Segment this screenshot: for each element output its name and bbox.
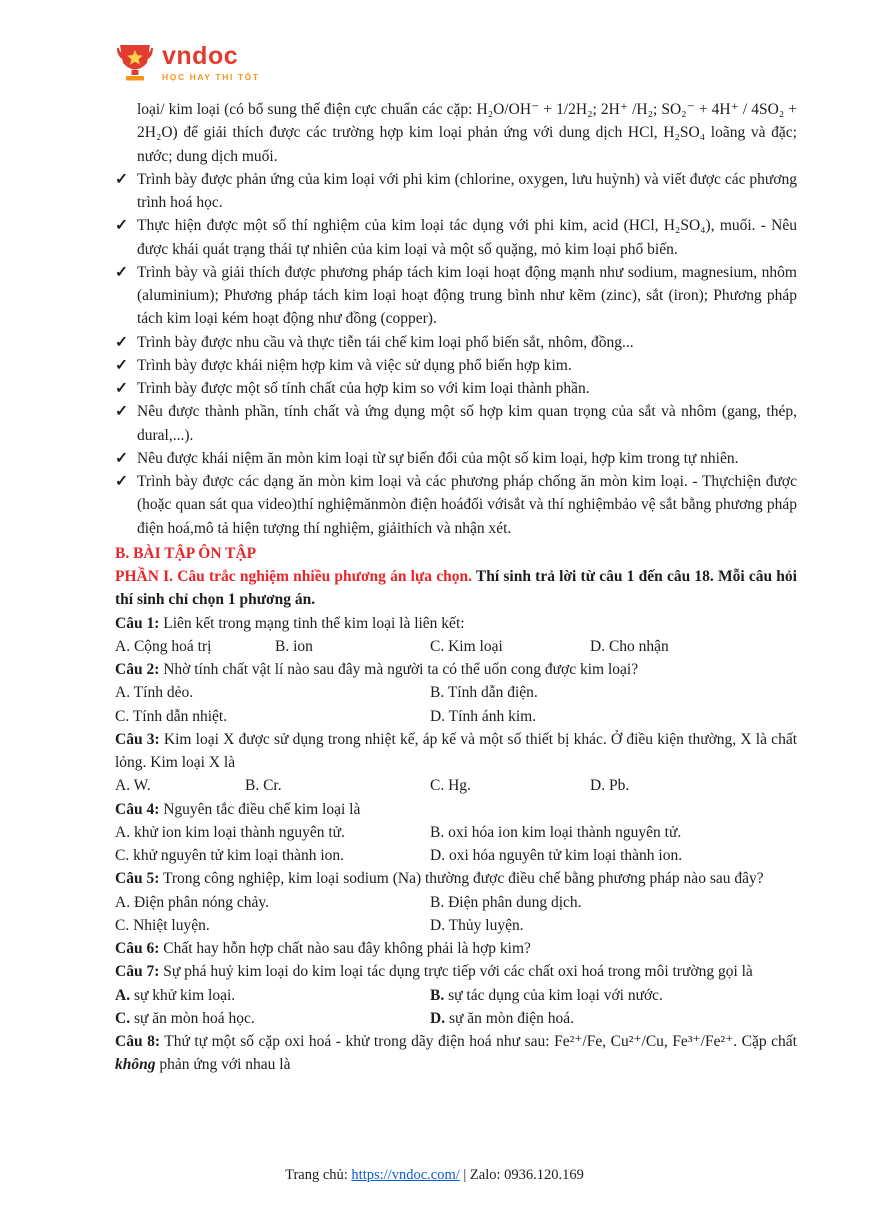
option-text: oxi hóa nguyên tử kim loại thành ion. [445, 847, 683, 864]
option-text: Hg. [444, 777, 471, 795]
bullet-text: Trình bày và giải thích được phương pháp tách kim loại hoạt động mạnh như sodium, magnesium, nhôm (aluminium); Phương pháp tách kim loại hoạt động trung bình như kẽm (zinc), sắt (iron); Phương pháp tách kim loại kém hoạt động như đồng (copper). [137, 263, 797, 328]
answer-option [430, 681, 797, 704]
option-text: oxi hóa ion kim loại thành nguyên tử. [444, 823, 682, 841]
vndoc-logo [115, 40, 797, 88]
answer-option [115, 914, 430, 937]
option-letter: B. [430, 684, 445, 702]
checkmark-icon: ✓ [115, 380, 128, 397]
question [115, 728, 797, 775]
option-text: Thủy luyện. [445, 916, 524, 934]
question [115, 612, 797, 635]
bullet-text: Nêu được thành phần, tính chất và ứng dụng một số hợp kim quan trọng của sắt và nhôm (gang, thép, dural,...). [137, 403, 797, 444]
bullet-item [115, 400, 797, 447]
option-text: sự tác dụng của kim loại với nước. [444, 986, 663, 1004]
option-text: Nhiệt luyện. [129, 916, 210, 934]
option-letter: A. [115, 637, 131, 655]
question-text: Kim loại X được sử dụng trong nhiệt kế, áp kế và một số thiết bị khác. Ở điều kiện thường, X là chất lỏng. Kim loại X là [115, 730, 797, 771]
bullet-text: Thực hiện được một số thí nghiệm của kim loại tác dụng với phi kim, acid (HCl, H₂SO₄), muối. - Nêu được khái quát trạng thái tự nhiên của kim loại và một số quặng, mỏ kim loại phổ biến. [137, 217, 797, 258]
answer-option [115, 821, 430, 844]
checkmark-icon: ✓ [115, 449, 128, 467]
option-text: sự ăn mòn điện hoá. [445, 1009, 575, 1027]
phan-i-black-text: Thí sinh trả lời từ câu 1 đến câu 18. Mỗi câu hỏi thí sinh chỉ chọn 1 phương án. [115, 568, 797, 609]
answer-option [115, 705, 430, 728]
option-text: sự ăn mòn hoá học. [130, 1009, 255, 1027]
options-row [115, 635, 797, 658]
option-text: khử ion kim loại thành nguyên tử. [130, 823, 345, 841]
question [115, 798, 797, 821]
page-footer [0, 1165, 869, 1187]
question [115, 937, 797, 960]
option-letter: D. [590, 637, 606, 655]
option-letter: D. [430, 847, 446, 864]
answer-option [430, 705, 797, 728]
checkmark-icon: ✓ [115, 356, 128, 374]
answer-option [430, 914, 797, 937]
answer-option [430, 844, 797, 867]
bullet-item [115, 447, 797, 470]
option-letter: C. [430, 637, 445, 655]
checkmark-icon: ✓ [115, 263, 128, 281]
question-text: Chất hay hỗn hợp chất nào sau đây không phải là hợp kim? [159, 940, 531, 957]
answer-option [275, 635, 430, 658]
option-letter: A. [115, 684, 131, 702]
options-row [115, 681, 797, 728]
question-label: Câu 6: [115, 940, 160, 957]
question [115, 1030, 797, 1077]
option-letter: A. [115, 823, 131, 841]
options-row [115, 891, 797, 938]
footer-home-link[interactable]: https://vndoc.com/ [351, 1167, 460, 1184]
option-letter: C. [115, 1009, 131, 1027]
question [115, 867, 797, 890]
question-text: Nhờ tính chất vật lí nào sau đây mà người ta có thể uốn cong được kim loại? [159, 661, 639, 678]
bullet-text: Trình bày được khái niệm hợp kim và việc sử dụng phổ biến hợp kim. [137, 356, 572, 374]
phan-i-red-text: PHẦN I. Câu trắc nghiệm nhiều phương án lựa chọn. [115, 568, 472, 585]
brand-text: vndoc [162, 42, 239, 71]
bullet-item [115, 377, 797, 400]
option-letter: C. [115, 916, 130, 934]
option-text: W. [130, 777, 151, 795]
answer-option [430, 1007, 797, 1030]
bullet-text: Nêu được khái niệm ăn mòn kim loại từ sự biến đổi của một số kim loại, hợp kim trong tự nhiên. [137, 449, 739, 467]
answer-option [245, 774, 430, 797]
answer-option [430, 984, 797, 1007]
trophy-star-icon [115, 43, 155, 85]
option-letter: D. [430, 707, 446, 725]
option-letter: B. [430, 893, 445, 911]
bullet-text: Trình bày được các dạng ăn mòn kim loại và các phương pháp chống ăn mòn kim loại. - Thựchiện được (hoặc quan sát qua video)thí nghiệmănmòn điện hoáđối vớisắt và thí nghiệmbảo vệ sắt bằng phương pháp điện hoá,mô tả hiện tượng thí nghiệm, giảithích và nhận xét. [137, 473, 797, 537]
bullet-item [115, 261, 797, 331]
option-text: Pb. [605, 777, 630, 795]
option-text: Cr. [259, 777, 282, 795]
bullet-text: Trình bày được phản ứng của kim loại với phi kim (chlorine, oxygen, lưu huỳnh) và viết được các phương trình hoá học. [137, 170, 797, 211]
question-label: Câu 4: [115, 800, 160, 818]
section-b-header: B. BÀI TẬP ÔN TẬP [115, 544, 257, 562]
answer-option [430, 635, 590, 658]
question-list [115, 612, 797, 1077]
option-letter: C. [115, 847, 130, 864]
bullet-item [115, 214, 797, 261]
bullet-item [115, 354, 797, 377]
bullet-item [115, 470, 797, 540]
options-row [115, 774, 797, 797]
answer-option [115, 1007, 430, 1030]
question-label: Câu 5: [115, 870, 160, 888]
question-text: Nguyên tắc điều chế kim loại là [159, 800, 361, 818]
answer-option [430, 891, 797, 914]
answer-option [115, 681, 430, 704]
question-text: Liên kết trong mạng tinh thể kim loại là liên kết: [159, 614, 465, 632]
checkmark-icon: ✓ [115, 333, 128, 351]
question-label: Câu 7: [115, 963, 160, 981]
question-label: Câu 1: [115, 614, 160, 632]
intro-paragraph: loại/ kim loại (có bổ sung thế điện cực chuẩn các cặp: H₂O/OH⁻ + 1/2H₂; 2H⁺ /H₂; SO₂⁻ + 4H⁺ / 4SO₂ + 2H₂O) để giải thích được các trường hợp kim loại phản ứng với dung dịch HCl, H₂SO₄ loãng và đặc; nước; dung dịch muối. [137, 101, 797, 165]
bullet-list [115, 168, 797, 540]
option-letter: A. [115, 986, 131, 1004]
answer-option [115, 635, 275, 658]
option-letter: C. [115, 707, 130, 725]
option-text: Điện phân dung dịch. [444, 893, 582, 911]
brand-tagline: HỌC HAY THI TỐT [162, 72, 260, 83]
option-text: Cộng hoá trị [130, 637, 212, 655]
bullet-item [115, 331, 797, 354]
option-letter: A. [115, 893, 131, 911]
option-text: Cho nhận [605, 637, 669, 655]
bullet-text: Trình bày được nhu cầu và thực tiễn tái chế kim loại phổ biến sắt, nhôm, đồng... [137, 333, 634, 351]
option-letter: B. [430, 986, 445, 1004]
answer-option [115, 891, 430, 914]
question [115, 960, 797, 983]
footer-suffix: | Zalo: 0936.120.169 [459, 1167, 584, 1184]
checkmark-icon: ✓ [115, 170, 128, 188]
question-label: Câu 2: [115, 661, 160, 678]
option-text: Tính ánh kim. [445, 707, 537, 725]
answer-option [590, 635, 797, 658]
question-text: không [115, 1056, 156, 1074]
option-text: Điện phân nóng chảy. [130, 893, 269, 911]
question-text: phản ứng với nhau là [155, 1056, 291, 1074]
question-label: Câu 8: [115, 1033, 160, 1050]
option-letter: D. [430, 1009, 446, 1027]
option-text: Tính dẫn điện. [444, 684, 538, 702]
question-label: Câu 3: [115, 730, 160, 748]
question-text: Trong công nghiệp, kim loại sodium (Na) thường được điều chế bằng phương pháp nào sau đây? [159, 870, 764, 888]
answer-option [115, 984, 430, 1007]
option-text: Tính dẫn nhiệt. [129, 707, 228, 725]
brand-block [162, 44, 260, 84]
question-text: Sự phá huỷ kim loại do kim loại tác dụng trực tiếp với các chất oxi hoá trong môi trường gọi là [159, 963, 753, 981]
option-letter: B. [245, 777, 260, 795]
option-letter: A. [115, 777, 131, 795]
answer-option [430, 821, 797, 844]
checkmark-icon: ✓ [115, 217, 128, 235]
option-text: khử nguyên tử kim loại thành ion. [129, 847, 345, 864]
option-text: sự khử kim loại. [130, 986, 236, 1004]
options-row [115, 984, 797, 1031]
option-letter: B. [275, 637, 290, 655]
option-letter: D. [590, 777, 606, 795]
checkmark-icon: ✓ [115, 473, 128, 490]
bullet-text: Trình bày được một số tính chất của hợp kim so với kim loại thành phần. [137, 380, 590, 397]
option-letter: D. [430, 916, 446, 934]
answer-option [590, 774, 797, 797]
option-letter: C. [430, 777, 445, 795]
option-text: Kim loại [444, 637, 503, 655]
question-text: Thứ tự một số cặp oxi hoá - khử trong dãy điện hoá như sau: Fe²⁺/Fe, Cu²⁺/Cu, Fe³⁺/Fe²⁺. Cặp chất [160, 1033, 797, 1050]
answer-option [115, 844, 430, 867]
option-text: Tính dẻo. [130, 684, 194, 702]
checkmark-icon: ✓ [115, 403, 128, 421]
option-letter: B. [430, 823, 445, 841]
options-row [115, 821, 797, 868]
bullet-item [115, 168, 797, 215]
answer-option [430, 774, 590, 797]
option-text: ion [289, 637, 313, 655]
footer-prefix: Trang chủ: [285, 1167, 352, 1184]
answer-option [115, 774, 245, 797]
phan-i-header [115, 565, 797, 612]
question [115, 658, 797, 681]
